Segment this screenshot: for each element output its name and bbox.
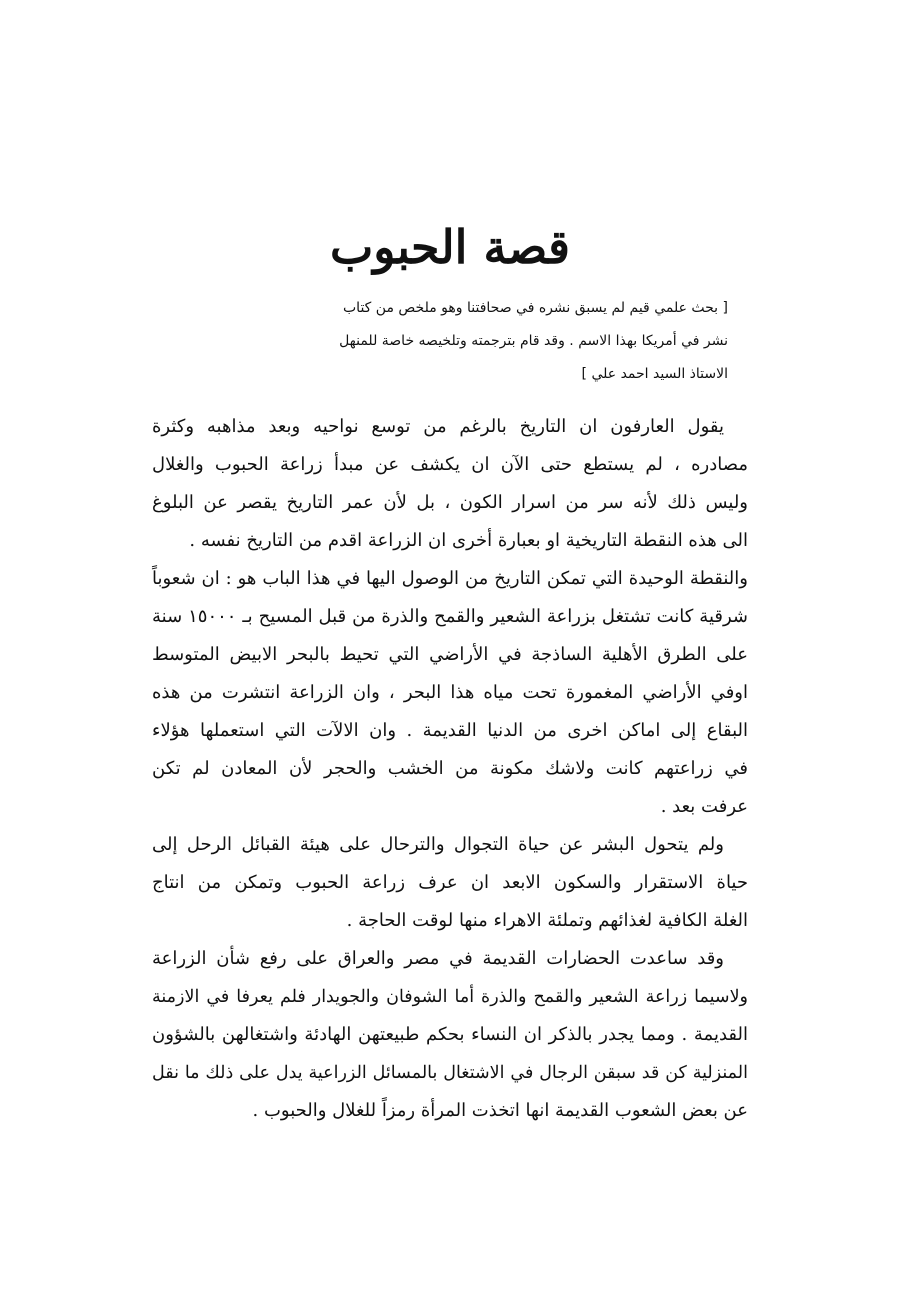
text-line: شرقية كانت تشتغل بزراعة الشعير والقمح والذرة من قبل المسيح بـ ١٥٠٠٠ سنة: [152, 606, 748, 627]
text-line: عرفت بعد .: [660, 796, 748, 817]
article-title: قصة الحبوب: [330, 220, 570, 274]
editor-note-line: نشر في أمريكا بهذا الاسم . وقد قام بترجمته وتلخيصه خاصة للمنهل: [339, 333, 728, 349]
text-line: مصادره ، لم يستطع حتى الآن ان يكشف عن مبدأ زراعة الحبوب والغلال: [152, 454, 748, 475]
text-line: البقاع إلى اماكن اخرى من الدنيا القديمة . وان الالآت التي استعملها هؤلاء: [152, 720, 748, 741]
article-body: [152, 408, 748, 1130]
text-line: وليس ذلك لأنه سر من اسرار الكون ، بل لأن عمر التاريخ يقصر عن البلوغ: [152, 492, 748, 513]
text-line: الى هذه النقطة التاريخية او بعبارة أخرى ان الزراعة اقدم من التاريخ نفسه .: [189, 530, 748, 551]
text-line: القديمة . ومما يجدر بالذكر ان النساء بحكم طبيعتهن الهادئة واشتغالهن بالشؤون: [152, 1024, 748, 1045]
text-line: ولاسيما زراعة الشعير والقمح والذرة أما الشوفان والجويدار فلم يعرفا في الازمنة: [152, 987, 748, 1007]
text-line: عن بعض الشعوب القديمة انها اتخذت المرأة رمزاً للغلال والحبوب .: [252, 1100, 748, 1121]
text-line: على الطرق الأهلية الساذجة في الأراضي التي تحيط بالبحر الابيض المتوسط: [152, 644, 748, 665]
text-line: ولم يتحول البشر عن حياة التجوال والترحال على هيئة القبائل الرحل إلى: [152, 834, 724, 855]
text-line: يقول العارفون ان التاريخ بالرغم من توسع نواحيه وبعد مذاهبه وكثرة: [152, 416, 724, 437]
text-line: والنقطة الوحيدة التي تمكن التاريخ من الوصول اليها في هذا الباب هو : ان شعوباً: [152, 568, 748, 589]
text-line: حياة الاستقرار والسكون الابعد ان عرف زراعة الحبوب وتمكن من انتاج: [152, 872, 748, 893]
editor-note-line: الاستاذ السيد احمد علي ]: [581, 366, 728, 382]
editor-note: [158, 292, 728, 391]
text-line: الغلة الكافية لغذائهم وتملئة الاهراء منها لوقت الحاجة .: [346, 910, 748, 931]
text-line: المنزلية كن قد سبقن الرجال في الاشتغال بالمسائل الزراعية يدل على ذلك ما نقل: [152, 1063, 748, 1083]
text-line: في زراعتهم كانت ولاشك مكونة من الخشب والحجر لأن المعادن لم تكن: [152, 758, 748, 779]
text-line: وقد ساعدت الحضارات القديمة في مصر والعراق على رفع شأن الزراعة: [152, 948, 724, 969]
editor-note-line: [ بحث علمي قيم لم يسبق نشره في صحافتنا وهو ملخص من كتاب: [343, 300, 728, 316]
text-line: اوفي الأراضي المغمورة تحت مياه هذا البحر ، وان الزراعة انتشرت من هذه: [152, 682, 748, 703]
